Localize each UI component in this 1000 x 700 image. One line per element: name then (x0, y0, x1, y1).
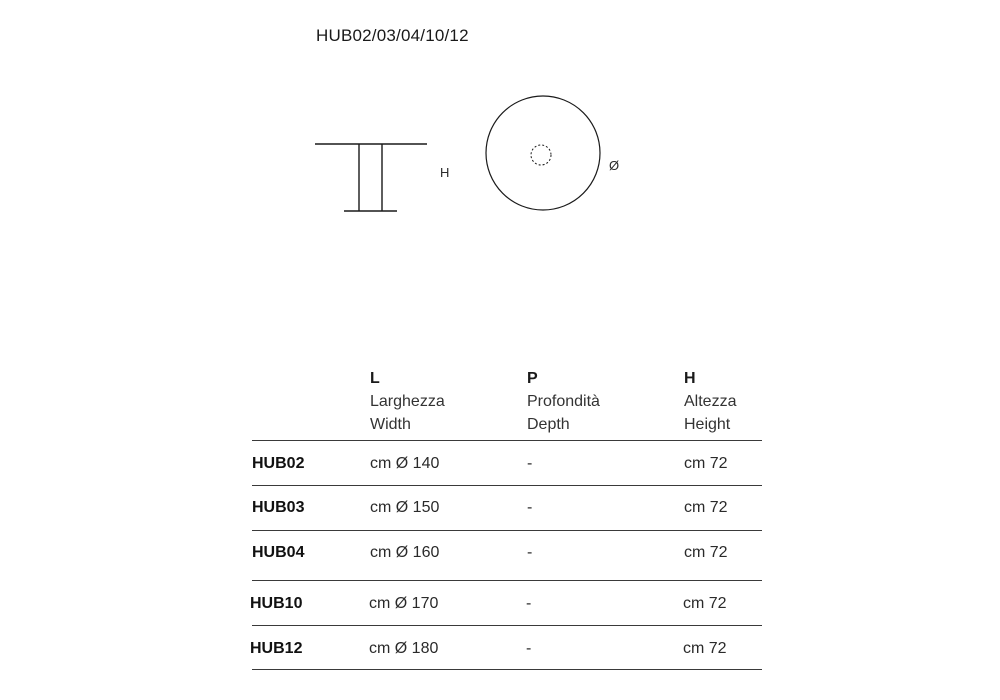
technical-drawing (0, 0, 1000, 260)
column-header-l (370, 367, 445, 436)
pedestal-dashed-circle (531, 145, 551, 165)
row-code: HUB04 (252, 544, 305, 561)
table-row (0, 544, 1000, 568)
table-divider (252, 625, 762, 626)
row-code: HUB03 (252, 499, 305, 516)
row-width: cm Ø 150 (370, 499, 440, 516)
column-label-en: Depth (527, 416, 570, 433)
height-dimension-label: H (440, 165, 450, 180)
row-height: cm 72 (684, 544, 728, 561)
page-title: HUB02/03/04/10/12 (316, 26, 469, 45)
column-label-it: Profondità (527, 393, 600, 410)
row-height: cm 72 (683, 595, 727, 612)
column-letter: H (684, 370, 696, 387)
column-header-h (684, 367, 736, 436)
row-width: cm Ø 170 (369, 595, 439, 612)
column-label-it: Larghezza (370, 393, 445, 410)
column-label-en: Width (370, 416, 411, 433)
table-divider (252, 530, 762, 531)
row-code: HUB12 (250, 640, 303, 657)
row-depth: - (526, 640, 532, 657)
table-divider (252, 485, 762, 486)
row-depth: - (526, 595, 532, 612)
top-view-drawing (486, 96, 600, 210)
row-depth: - (527, 544, 533, 561)
row-height: cm 72 (684, 499, 728, 516)
row-height: cm 72 (683, 640, 727, 657)
column-label-it: Altezza (684, 393, 737, 410)
row-code: HUB02 (252, 455, 305, 472)
column-letter: P (527, 370, 538, 387)
table-row (0, 595, 1000, 619)
row-depth: - (527, 499, 533, 516)
column-label-en: Height (684, 416, 731, 433)
table-divider (252, 669, 762, 670)
row-width: cm Ø 140 (370, 455, 440, 472)
table-divider (252, 440, 762, 441)
row-width: cm Ø 160 (370, 544, 440, 561)
column-header-p (527, 367, 600, 436)
table-row (0, 499, 1000, 523)
diameter-dimension-label: Ø (609, 158, 620, 173)
row-depth: - (527, 455, 533, 472)
table-row (0, 455, 1000, 479)
table-divider (252, 580, 762, 581)
column-letter: L (370, 370, 380, 387)
side-view-drawing (315, 144, 427, 211)
tabletop-circle (486, 96, 600, 210)
row-height: cm 72 (684, 455, 728, 472)
row-code: HUB10 (250, 595, 303, 612)
row-width: cm Ø 180 (369, 640, 439, 657)
table-row (0, 640, 1000, 664)
